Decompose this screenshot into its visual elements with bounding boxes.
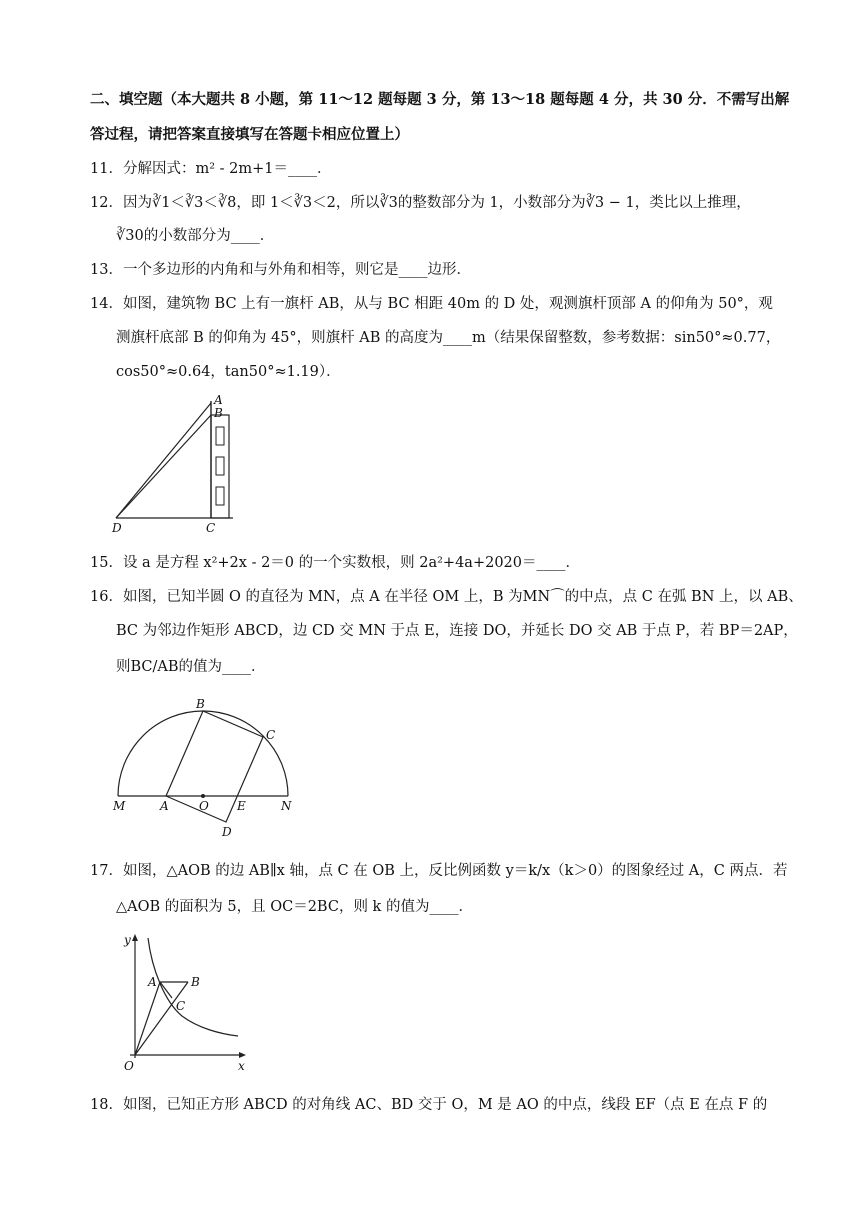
- question-11: 11．分解因式：m² - 2m+1＝____．: [90, 161, 332, 177]
- figure-17-coordinate-diagram: [110, 930, 255, 1075]
- label-a: A: [160, 799, 169, 813]
- label-d: D: [112, 521, 122, 535]
- semicircle-arc: [118, 711, 288, 796]
- label-m: M: [113, 799, 126, 813]
- x-axis-arrow: [239, 1052, 246, 1058]
- y-axis-arrow: [132, 934, 138, 941]
- question-16-line3: 则BC/AB的值为____．: [116, 659, 266, 675]
- label-b: B: [191, 975, 200, 989]
- question-12-line1: 12．因为∛1＜∛3＜∛8，即 1＜∛3＜2，所以∛3的整数部分为 1，小数部分为∛3 − 1，类比以上推理，: [90, 195, 751, 211]
- label-o: O: [199, 799, 209, 813]
- question-14-line2: 测旗杆底部 B 的仰角为 45°，则旗杆 AB 的高度为____m（结果保留整数，参考数据：sin50°≈0.77，: [116, 330, 781, 346]
- question-16-line1: 16．如图，已知半圆 O 的直径为 MN，点 A 在半径 OM 上，B 为MN⌒的中点，点 C 在弧 BN 上，以 AB、: [90, 589, 803, 605]
- section-heading-line2: 答过程，请把答案直接填写在答题卡相应位置上）: [90, 126, 409, 143]
- label-y: y: [124, 933, 131, 947]
- label-a: A: [148, 975, 157, 989]
- building-window: [216, 427, 224, 445]
- label-d: D: [222, 825, 232, 839]
- label-c: C: [176, 999, 186, 1013]
- section-heading-line1: 二、填空题（本大题共 8 小题，第 11～12 题每题 3 分，第 13～18 题每题 4 分，共 30 分．不需写出解: [90, 91, 790, 108]
- label-c: C: [266, 728, 276, 742]
- figure-16-semicircle-diagram: [108, 695, 298, 845]
- question-17-line1: 17．如图，△AOB 的边 AB∥x 轴，点 C 在 OB 上，反比例函数 y＝k/x（k＞0）的图象经过 A，C 两点．若: [90, 863, 788, 879]
- building-window: [216, 457, 224, 475]
- building-bc: [211, 415, 229, 518]
- rectangle-abcd: [166, 711, 263, 822]
- question-18: 18．如图，已知正方形 ABCD 的对角线 AC、BD 交于 O，M 是 AO 的中点，线段 EF（点 E 在点 F 的: [90, 1097, 768, 1113]
- label-x: x: [238, 1059, 245, 1073]
- sight-line-da: [116, 403, 211, 518]
- label-b: B: [196, 697, 205, 711]
- question-13: 13．一个多边形的内角和与外角和相等，则它是____边形．: [90, 262, 471, 278]
- label-n: N: [281, 799, 292, 813]
- label-e: E: [237, 799, 246, 813]
- sight-line-db: [116, 415, 211, 518]
- label-o: O: [124, 1059, 134, 1073]
- label-c: C: [206, 521, 216, 535]
- segment-ob: [135, 982, 188, 1055]
- question-14-line1: 14．如图，建筑物 BC 上有一旗杆 AB，从与 BC 相距 40m 的 D 处，观测旗杆顶部 A 的仰角为 50°，观: [90, 296, 773, 312]
- label-a: A: [214, 393, 223, 407]
- question-16-line2: BC 为邻边作矩形 ABCD，边 CD 交 MN 于点 E，连接 DO，并延长 DO 交 AB 于点 P，若 BP＝2AP，: [116, 623, 798, 639]
- question-15: 15．设 a 是方程 x²+2x - 2＝0 的一个实数根，则 2a²+4a+2020＝____．: [90, 555, 581, 571]
- question-12-line2: ∛30的小数部分为____．: [116, 228, 275, 244]
- question-14-line3: cos50°≈0.64，tan50°≈1.19）．: [116, 364, 341, 380]
- segment-oa: [135, 982, 160, 1055]
- question-17-line2: △AOB 的面积为 5，且 OC＝2BC，则 k 的值为____．: [116, 899, 473, 915]
- figure-14-flagpole-diagram: [108, 393, 238, 538]
- building-window: [216, 487, 224, 505]
- label-b: B: [214, 406, 223, 420]
- center-point-o: [201, 794, 205, 798]
